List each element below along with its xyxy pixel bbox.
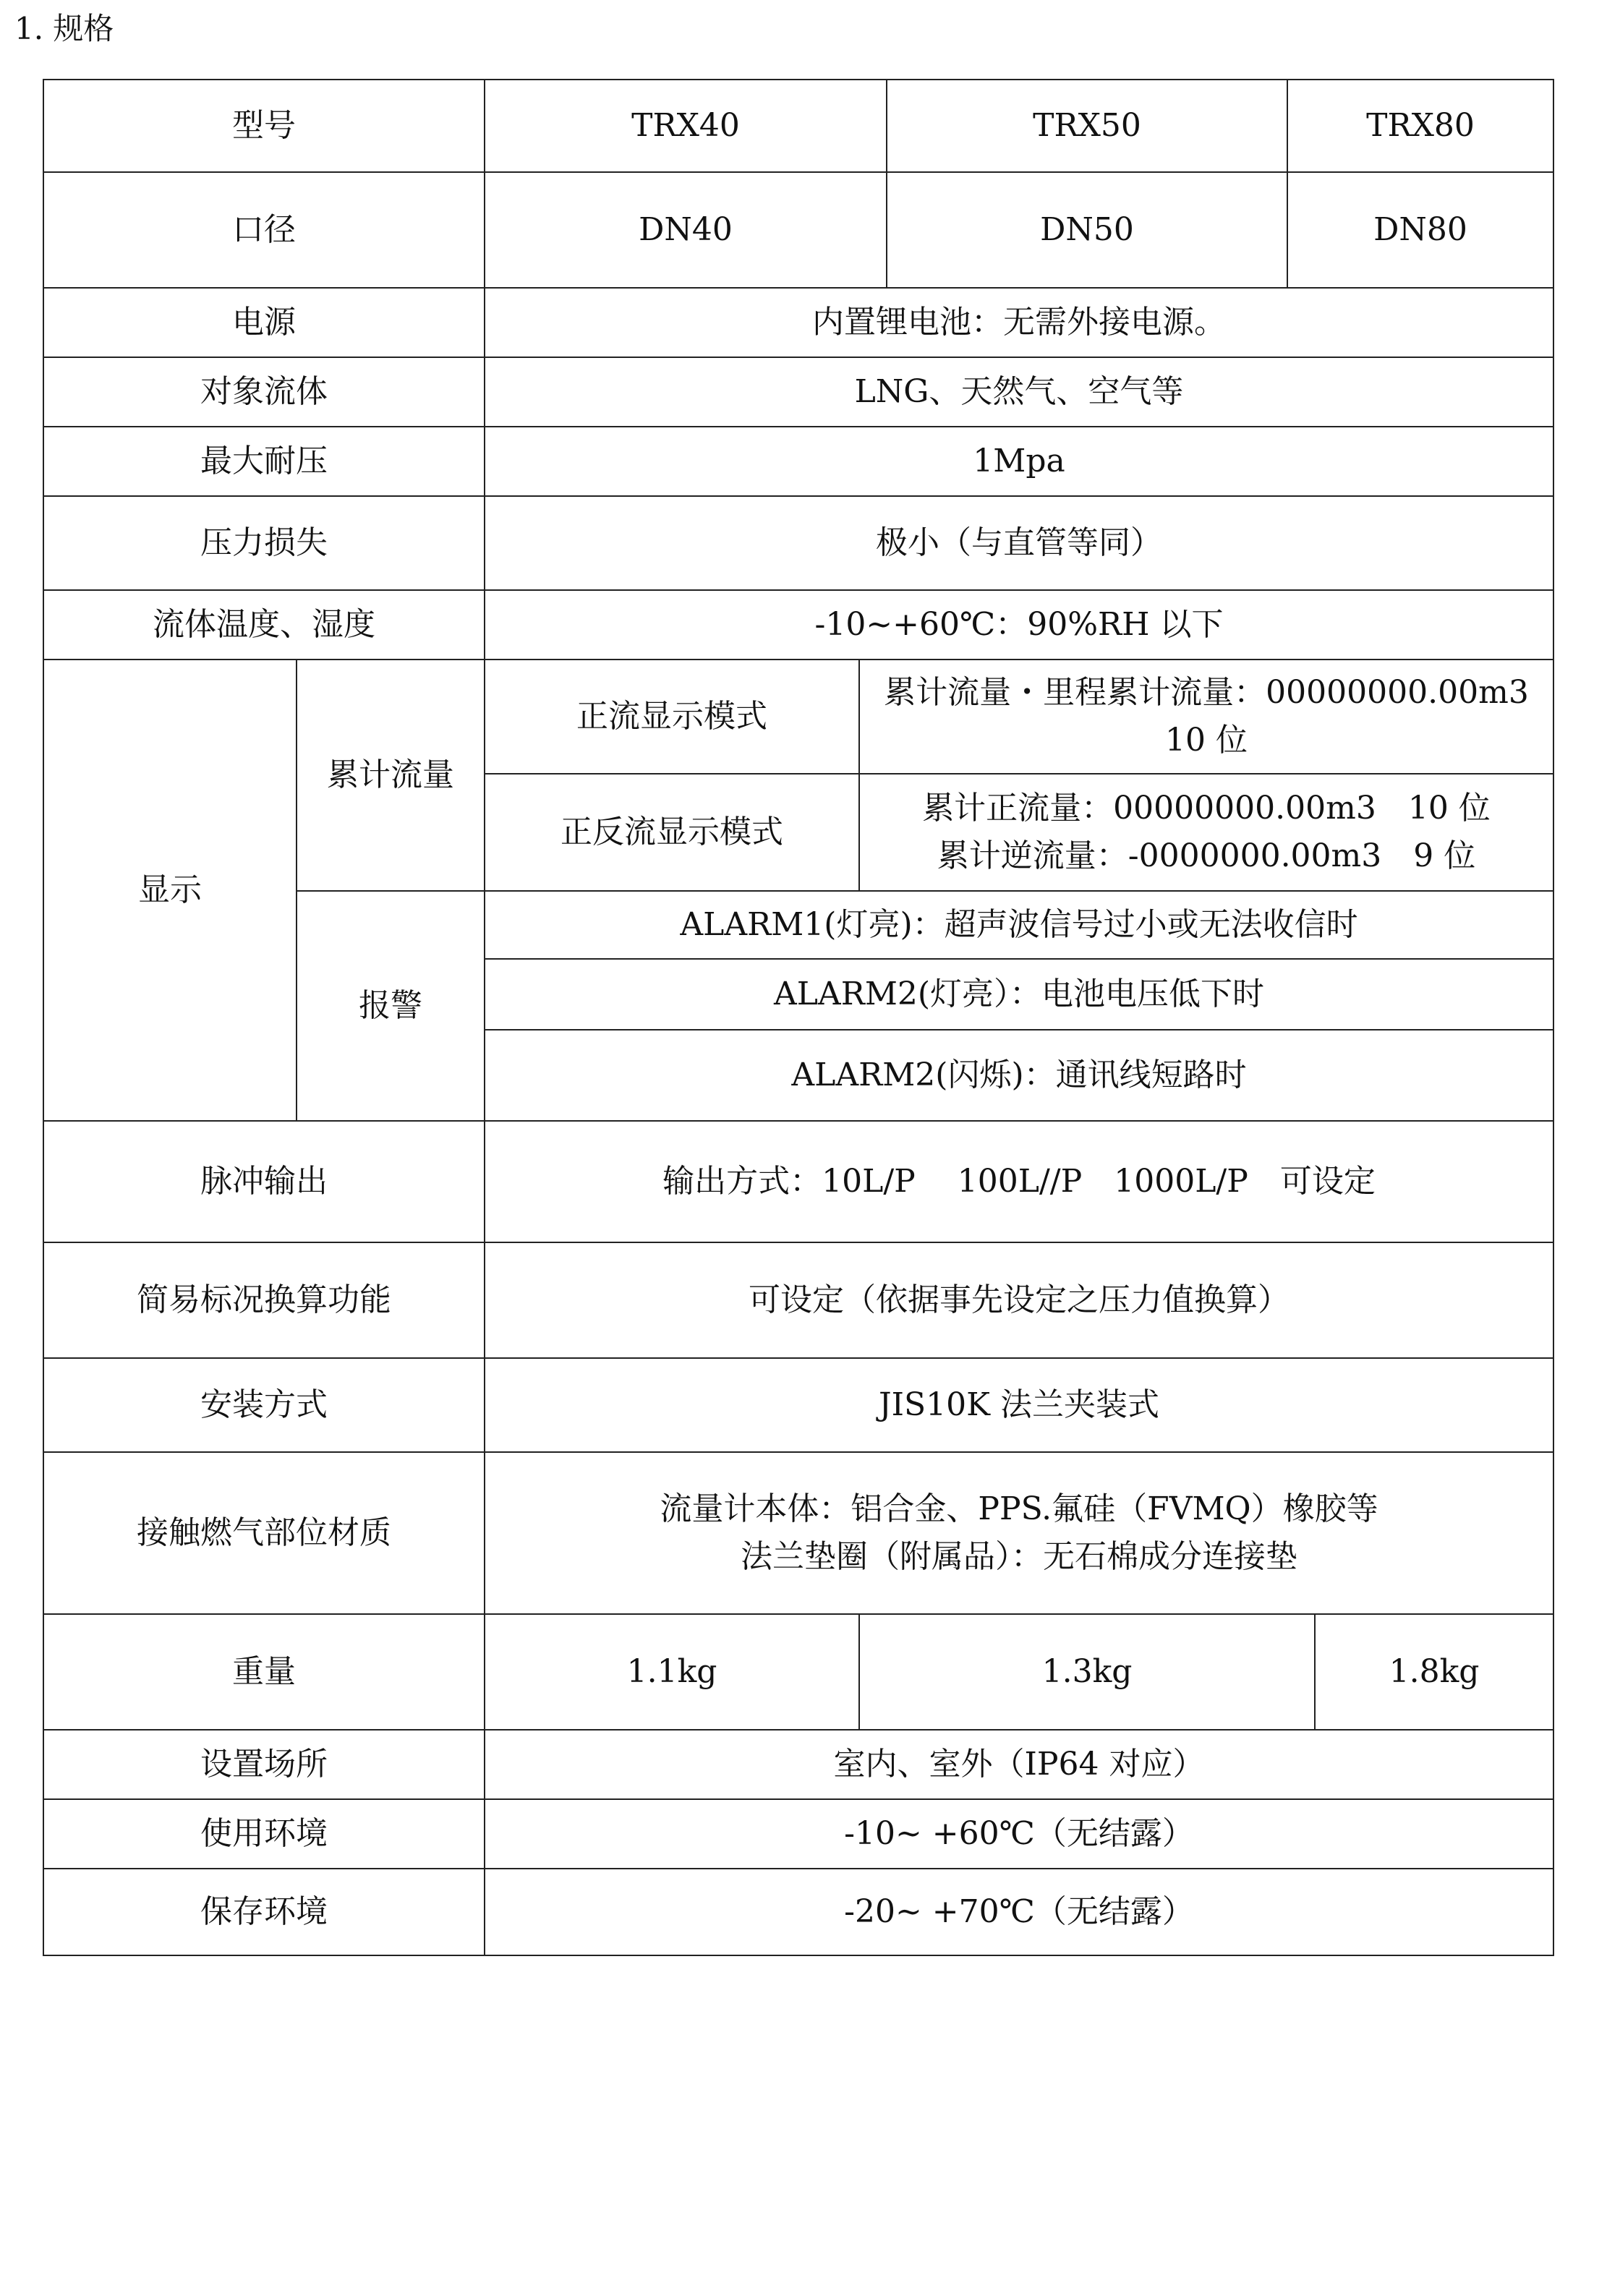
- alarm-item-1: ALARM1(灯亮)：超声波信号过小或无法收信时: [680, 906, 1358, 943]
- power-label: 电源: [232, 304, 296, 341]
- installation-label: 安装方式: [200, 1386, 328, 1423]
- max-pressure-label: 最大耐压: [200, 443, 328, 479]
- alarm-label: 报警: [359, 987, 422, 1024]
- material-value: [485, 1452, 1553, 1614]
- weight-trx50: 1.3kg: [1041, 1653, 1133, 1690]
- pressure-loss-label: 压力损失: [200, 524, 328, 561]
- pulse-output-label: 脉冲输出: [200, 1163, 328, 1200]
- pressure-loss-value: 极小（与直管等同）: [876, 524, 1162, 561]
- fluid-label: 对象流体: [200, 373, 328, 410]
- model-trx80: TRX80: [1366, 107, 1475, 144]
- fluid-value: LNG、天然气、空气等: [854, 373, 1184, 410]
- alarm-item-2: ALARM2(灯亮）：电池电压低下时: [773, 976, 1265, 1012]
- forward-mode-line2: 10 位: [1165, 722, 1248, 759]
- cumulative-flow-label: 累计流量: [327, 756, 454, 793]
- material-line1: 流量计本体：铝合金、PPS.氟硅（FVMQ）橡胶等: [660, 1490, 1378, 1527]
- section-heading: 1. 规格: [14, 11, 114, 46]
- bore-dn50: DN50: [1040, 211, 1134, 248]
- bidirectional-mode-value: [859, 774, 1553, 891]
- weight-label: 重量: [232, 1653, 296, 1690]
- storage-label: 保存环境: [200, 1893, 328, 1930]
- bidirectional-mode-line2: 累计逆流量：-0000000.00m3 9 位: [937, 837, 1476, 874]
- fluid-temp-value: -10~+60℃：90%RH 以下: [814, 606, 1224, 643]
- conversion-value: 可设定（依据事先设定之压力值换算）: [749, 1281, 1290, 1318]
- bore-label: 口径: [232, 211, 296, 248]
- model-trx40: TRX40: [631, 107, 740, 144]
- bore-dn40: DN40: [639, 211, 733, 248]
- bidirectional-mode-label: 正反流显示模式: [560, 814, 783, 850]
- bidirectional-mode-line1: 累计正流量：00000000.00m3 10 位: [922, 790, 1491, 827]
- installation-value: JIS10K 法兰夹装式: [878, 1386, 1159, 1423]
- max-pressure-value: 1Mpa: [973, 443, 1065, 479]
- environment-value: -10~ +60℃（无结露）: [844, 1815, 1194, 1852]
- display-label: 显示: [138, 871, 202, 908]
- storage-value: -20~ +70℃（无结露）: [844, 1893, 1194, 1930]
- bore-dn80: DN80: [1373, 211, 1467, 248]
- location-value: 室内、室外（IP64 对应）: [833, 1746, 1205, 1783]
- fluid-temp-label: 流体温度、湿度: [153, 606, 375, 643]
- material-label: 接触燃气部位材质: [137, 1514, 391, 1551]
- environment-label: 使用环境: [200, 1815, 328, 1852]
- weight-trx80: 1.8kg: [1389, 1653, 1480, 1690]
- forward-mode-label: 正流显示模式: [576, 698, 767, 735]
- forward-mode-value: [859, 660, 1553, 774]
- alarm-item-3: ALARM2(闪烁)：通讯线短路时: [791, 1057, 1247, 1093]
- weight-trx40: 1.1kg: [626, 1653, 717, 1690]
- pulse-output-value: 输出方式：10L/P 100L//P 1000L/P 可设定: [662, 1163, 1376, 1200]
- power-value: 内置锂电池：无需外接电源。: [812, 304, 1226, 341]
- model-trx50: TRX50: [1033, 107, 1141, 144]
- forward-mode-line1: 累计流量・里程累计流量：00000000.00m3: [884, 674, 1529, 711]
- conversion-label: 简易标况换算功能: [137, 1281, 391, 1318]
- model-label: 型号: [232, 107, 296, 144]
- material-line2: 法兰垫圈（附属品）：无石棉成分连接垫: [741, 1538, 1297, 1575]
- location-label: 设置场所: [200, 1746, 328, 1783]
